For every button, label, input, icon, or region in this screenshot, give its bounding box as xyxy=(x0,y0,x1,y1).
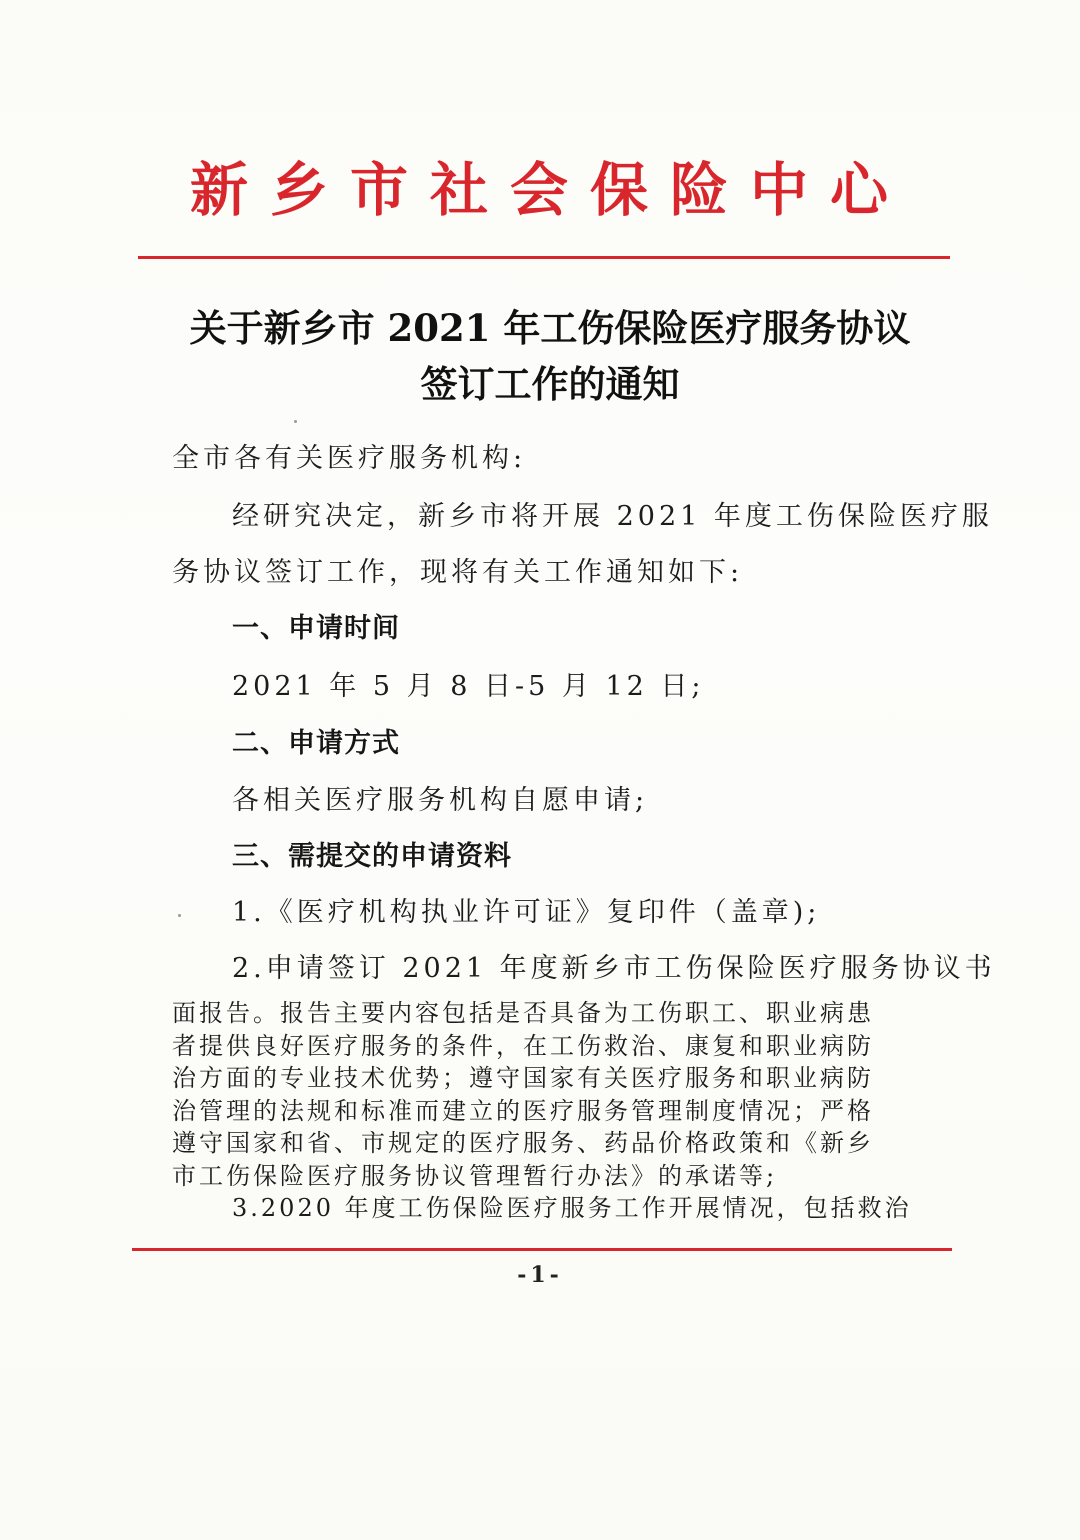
section-heading-3: 三、需提交的申请资料 xyxy=(232,841,512,872)
section-heading-1: 一、申请时间 xyxy=(232,613,400,644)
scan-speck xyxy=(294,420,297,423)
list-item-2-line-7: 市工伤保险医疗服务协议管理暂行办法》的承诺等; xyxy=(172,1161,778,1190)
intro-line-1: 经研究决定，新乡市将开展 2021 年度工伤保险医疗服 xyxy=(232,501,993,532)
list-item-2-line-6: 遵守国家和省、市规定的医疗服务、药品价格政策和《新乡 xyxy=(172,1129,874,1157)
list-item-2-line-3: 者提供良好医疗服务的条件，在工伤救治、康复和职业病防 xyxy=(172,1031,874,1060)
document-title-line-1: 关于新乡市 2021 年工伤保险医疗服务协议 xyxy=(189,306,911,350)
scan-speck xyxy=(178,914,181,917)
list-item-2-line-5: 治管理的法规和标准而建立的医疗服务管理制度情况；严格 xyxy=(172,1096,874,1125)
page-number: -1- xyxy=(517,1262,563,1288)
intro-line-2: 务协议签订工作，现将有关工作通知如下: xyxy=(172,557,744,588)
document-title-line-2: 签订工作的通知 xyxy=(420,362,680,406)
list-item-2-line-2: 面报告。报告主要内容包括是否具备为工伤职工、职业病患 xyxy=(172,999,874,1027)
footer-red-rule xyxy=(132,1248,952,1251)
list-item-3-line-1: 3.2020 年度工伤保险医疗服务工作开展情况，包括救治 xyxy=(232,1194,912,1222)
list-item-2-line-4: 治方面的专业技术优势；遵守国家有关医疗服务和职业病防 xyxy=(172,1064,874,1092)
header-red-rule xyxy=(138,256,950,259)
section-body-1: 2021 年 5 月 8 日-5 月 12 日; xyxy=(232,671,705,702)
salutation: 全市各有关医疗服务机构: xyxy=(172,443,527,474)
section-body-2: 各相关医疗服务机构自愿申请; xyxy=(232,785,649,816)
list-item-1: 1.《医疗机构执业许可证》复印件（盖章); xyxy=(232,897,821,928)
issuer-header: 新乡市社会保险中心 xyxy=(189,156,910,224)
list-item-2-line-1: 2.申请签订 2021 年度新乡市工伤保险医疗服务协议书 xyxy=(232,953,996,984)
section-heading-2: 二、申请方式 xyxy=(232,728,400,759)
